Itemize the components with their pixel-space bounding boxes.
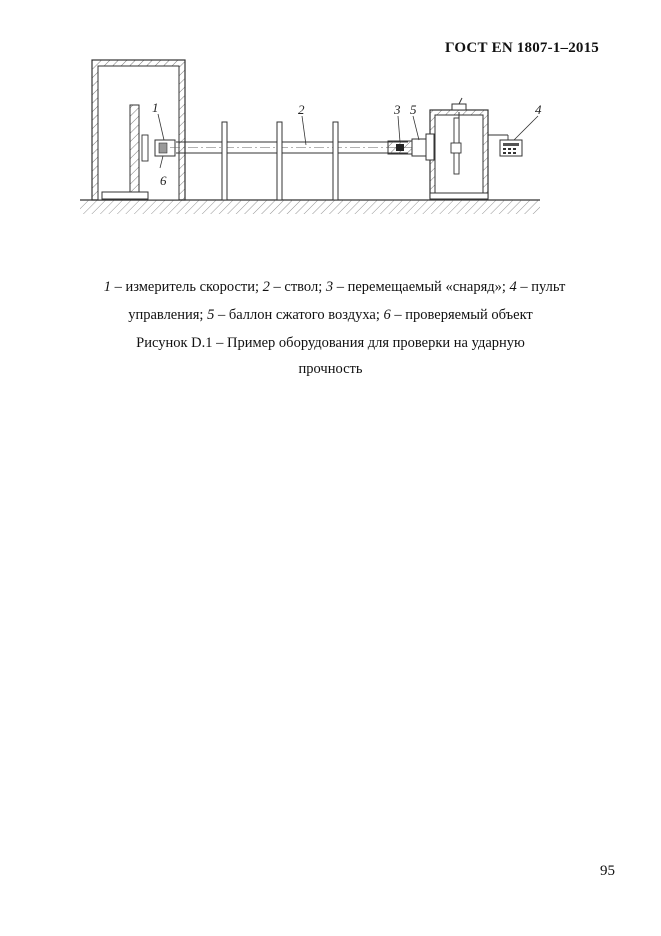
callout-1: 1 xyxy=(152,100,159,115)
legend-text-6: – проверяемый объект xyxy=(390,307,533,323)
callout-3: 3 xyxy=(394,102,401,117)
legend-num-2: 2 xyxy=(262,279,270,295)
callout-2: 2 xyxy=(298,102,305,117)
figure-legend-line-2 xyxy=(0,307,661,324)
document-header: ГОСТ EN 1807-1–2015 xyxy=(445,40,599,56)
legend-num-5: 5 xyxy=(207,307,215,323)
legend-num-6: 6 xyxy=(383,307,391,323)
page-number: 95 xyxy=(600,863,615,879)
legend-num-3: 3 xyxy=(325,279,334,295)
callout-4: 4 xyxy=(535,102,542,117)
legend-text-4-cont: управления; xyxy=(128,307,208,323)
ground-floor xyxy=(80,200,540,214)
callout-6: 6 xyxy=(160,173,167,188)
legend-text-1: – измеритель скорости; xyxy=(110,279,263,295)
figure-legend-line-1 xyxy=(4,279,661,296)
legend-text-5: – баллон сжатого воздуха; xyxy=(214,307,384,323)
legend-num-1: 1 xyxy=(103,279,111,295)
legend-num-4: 4 xyxy=(509,279,517,295)
legend-text-4: – пульт xyxy=(516,279,566,295)
test-object-enclosure xyxy=(92,60,185,200)
compressed-air-tank xyxy=(426,98,488,199)
legend-text-3: – перемещаемый «снаряд»; xyxy=(333,279,510,295)
impact-test-diagram xyxy=(0,0,661,240)
figure-caption: Рисунок D.1 – Пример оборудования для проверки на ударную xyxy=(136,335,525,351)
legend-text-2: – ствол; xyxy=(269,279,326,295)
figure-caption-continued: прочность xyxy=(298,361,363,377)
control-panel xyxy=(488,135,522,156)
callout-5: 5 xyxy=(410,102,417,117)
